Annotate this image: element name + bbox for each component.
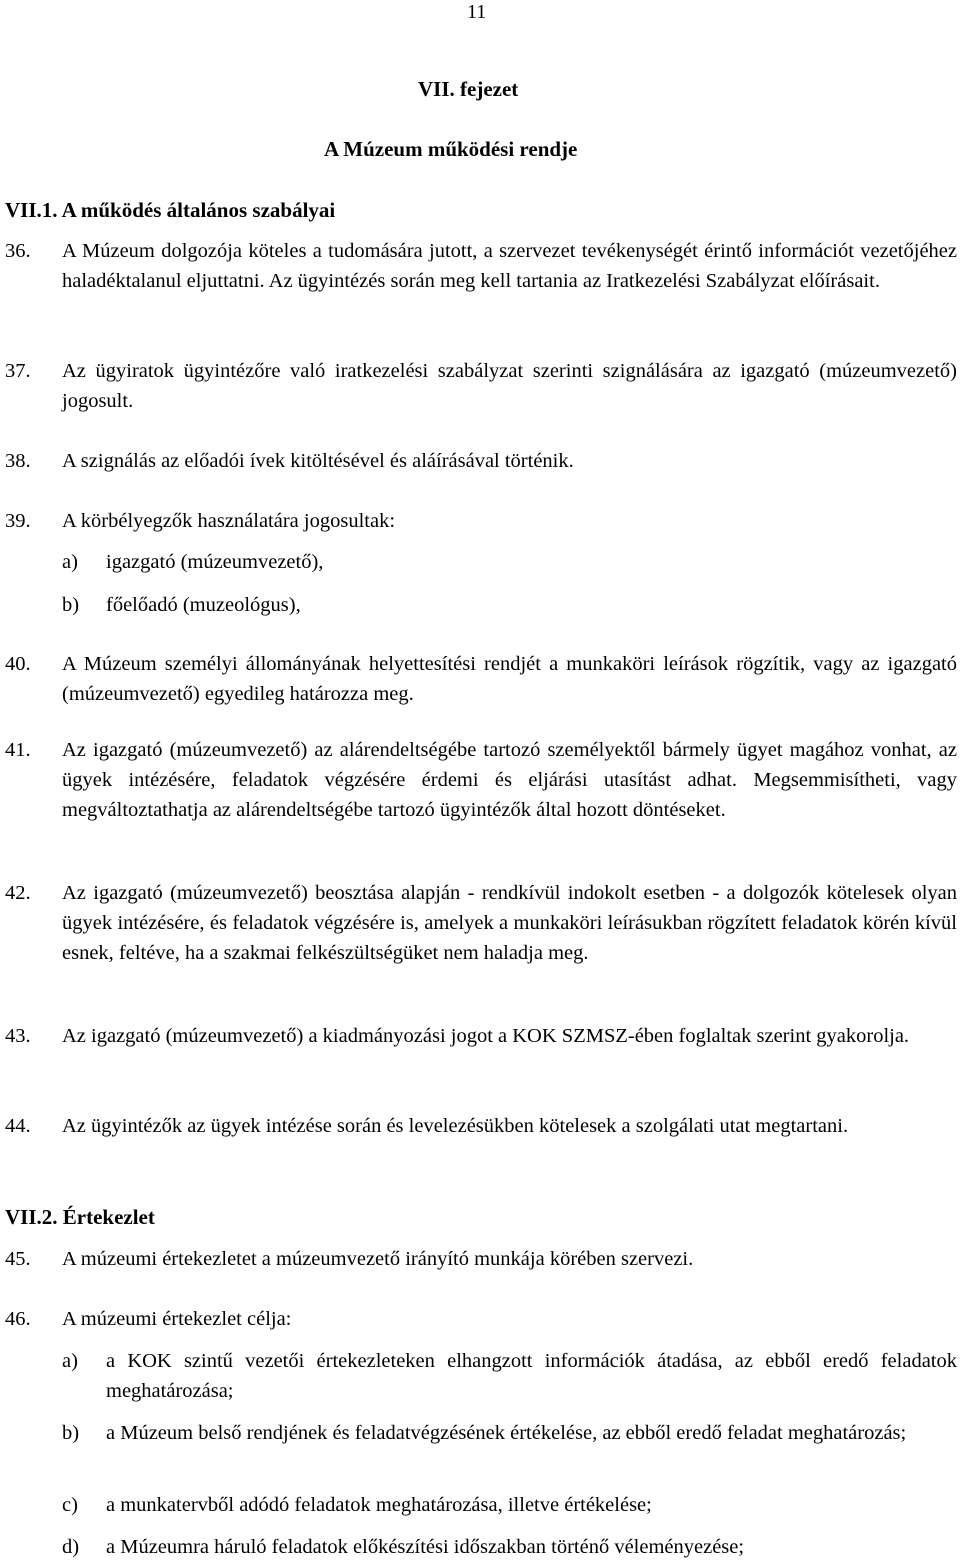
list-item-text: a Múzeumra háruló feladatok előkészítési időszakban történő véleményezése;	[106, 1536, 745, 1558]
paragraph-number: 38.	[5, 450, 31, 472]
paragraph-43	[5, 1021, 957, 1051]
list-item	[62, 590, 957, 620]
paragraph-text: Az ügyiratok ügyintézőre való iratkezelési szabályzat szerinti szignálására az igazgató (múzeumvezető) jogosult.	[62, 360, 957, 412]
paragraph-text: A múzeumi értekezlet célja:	[62, 1308, 292, 1330]
list-item	[62, 547, 957, 577]
list-item-label: b)	[62, 594, 80, 616]
list-item-label: d)	[62, 1536, 80, 1558]
paragraph-text: Az igazgató (múzeumvezető) a kiadmányozási jogot a KOK SZMSZ-ében foglaltak szerint gyakorolja.	[62, 1025, 910, 1047]
paragraph-number: 39.	[5, 510, 31, 532]
paragraph-text: Az igazgató (múzeumvezető) beosztása alapján - rendkívül indokolt esetben - a dolgozók kötelesek olyan ügyek intézésére, és feladatok végzésére is, amelyek a munkaköri leírásukban rögzített feladatok körén kívül esnek, feltéve, ha a szakmai felkészültségüket nem haladja meg.	[62, 882, 957, 964]
paragraph-number: 45.	[5, 1248, 31, 1270]
list-item-label: a)	[62, 1350, 78, 1372]
list-item	[62, 1532, 957, 1562]
list-item-label: a)	[62, 551, 78, 573]
list-item-text: a munkatervből adódó feladatok meghatározása, illetve értékelése;	[106, 1494, 652, 1516]
paragraph-44	[5, 1111, 957, 1141]
list-item	[62, 1490, 957, 1520]
paragraph-text: A múzeumi értekezletet a múzeumvezető irányító munkája körében szervezi.	[62, 1248, 694, 1270]
paragraph-41	[5, 735, 957, 825]
paragraph-number: 40.	[5, 653, 31, 675]
page-number: 11	[467, 1, 487, 23]
paragraph-text: A Múzeum személyi állományának helyettesítési rendjét a munkaköri leírások rögzítik, vagy az igazgató (múzeumvezető) egyedileg határozza meg.	[62, 653, 957, 705]
chapter-title: VII. fejezet	[418, 77, 519, 101]
paragraph-number: 46.	[5, 1308, 31, 1330]
section-title: VII.2. Értekezlet	[5, 1205, 155, 1229]
list-item	[62, 1418, 957, 1448]
paragraph-text: A körbélyegzők használatára jogosultak:	[62, 510, 396, 532]
section-title: VII.1. A működés általános szabályai	[5, 198, 336, 222]
paragraph-40	[5, 649, 957, 709]
list-item-label: c)	[62, 1494, 78, 1516]
paragraph-37	[5, 356, 957, 416]
paragraph-38	[5, 446, 957, 476]
list-item-text: főelőadó (muzeológus),	[106, 594, 301, 616]
paragraph-text: Az ügyintézők az ügyek intézése során és levelezésükben kötelesek a szolgálati utat megtartani.	[62, 1115, 849, 1137]
list-item-text: a KOK szintű vezetői értekezleteken elhangzott információk átadása, az ebből eredő feladatok meghatározása;	[106, 1350, 957, 1402]
paragraph-number: 42.	[5, 882, 31, 904]
paragraph-36	[5, 236, 957, 296]
paragraph-text: A Múzeum dolgozója köteles a tudomására jutott, a szervezet tevékenységét érintő információt vezetőjéhez haladéktalanul eljuttatni. Az ügyintézés során meg kell tartania az Iratkezelési Szabályzat előírásait.	[62, 240, 957, 292]
list-item-text: a Múzeum belső rendjének és feladatvégzésének értékelése, az ebből eredő feladat meghatározás;	[106, 1422, 907, 1444]
paragraph-number: 43.	[5, 1025, 31, 1047]
paragraph-42	[5, 878, 957, 968]
paragraph-text: A szignálás az előadói ívek kitöltésével és aláírásával történik.	[62, 450, 574, 472]
list-item	[62, 1346, 957, 1406]
paragraph-number: 36.	[5, 240, 31, 262]
chapter-subtitle: A Múzeum működési rendje	[324, 137, 578, 161]
list-item-text: igazgató (múzeumvezető),	[106, 551, 324, 573]
paragraph-46	[5, 1304, 957, 1334]
paragraph-text: Az igazgató (múzeumvezető) az alárendeltségébe tartozó személyektől bármely ügyet magához vonhat, az ügyek intézésére, feladatok végzésére érdemi és eljárási utasítást adhat. Megsemmisítheti, vagy megváltoztathatja az alárendeltségébe tartozó ügyintézők által hozott döntéseket.	[62, 739, 957, 821]
paragraph-45	[5, 1244, 957, 1274]
paragraph-number: 41.	[5, 739, 31, 761]
paragraph-number: 37.	[5, 360, 31, 382]
paragraph-number: 44.	[5, 1115, 31, 1137]
list-item-label: b)	[62, 1422, 80, 1444]
paragraph-39	[5, 506, 957, 536]
